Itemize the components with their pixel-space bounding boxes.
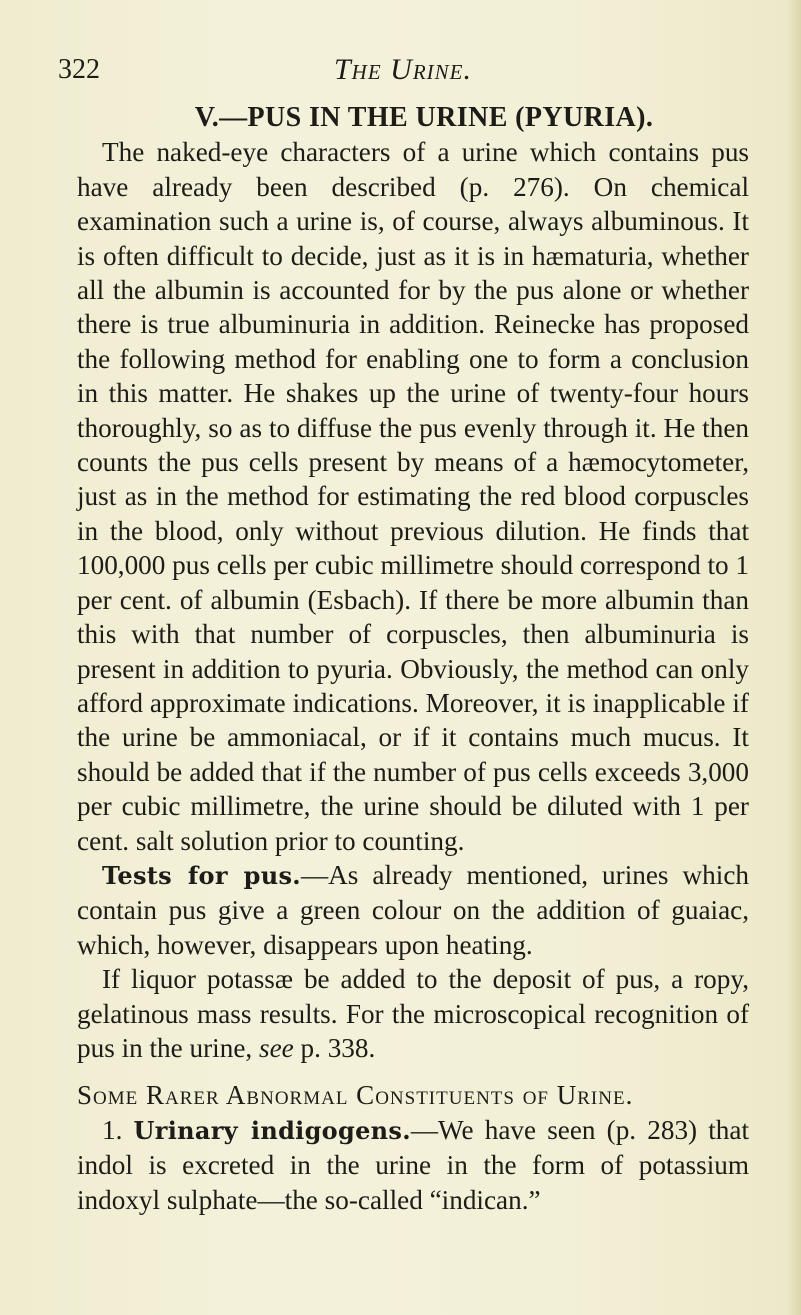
subsection-heading: Some Rarer Abnormal Constituents of Urine. xyxy=(77,1080,634,1111)
tests-lead: Tests for pus. xyxy=(102,860,301,890)
running-title: The Urine. xyxy=(334,53,472,86)
tests-paragraph xyxy=(77,858,749,962)
item-text: —We have seen (p. 283) that indol is excreted in the urine in the form of potassium indoxyl sulphate—the so-called “indican.” xyxy=(77,1114,749,1215)
item-lead: Urinary indigogens. xyxy=(133,1115,411,1145)
page-number: 322 xyxy=(58,54,100,85)
paragraph: The naked-eye characters of a urine which contains pus have already been described (p. 276). On chemical examination such a urine is, of course, always albuminous. It is often difficult to decide, just as it is in hæmaturia, whether all the albumin is accounted for by the pus alone or whether there is true albuminuria in addition. Reinecke has proposed the following method for enabling one to form a conclusion in this matter. He shakes up the urine of twenty-four hours thoroughly, so as to diffuse the pus evenly through it. He then counts the pus cells present by means of a hæmocytometer, just as in the method for estimating the red blood corpuscles in the blood, only without previous dilution. He finds that 100,000 pus cells per cubic millimetre should correspond to 1 per cent. of albumin (Esbach). If there be more albumin than this with that number of corpuscles, then albuminuria is present in addition to pyuria. Obviously, the method can only afford approximate indications. Moreover, it is inapplicable if the urine be ammoniacal, or if it contains much mucus. It should be added that if the number of pus cells exceeds 3,000 per cubic millimetre, the urine should be diluted with 1 per cent. salt solution prior to counting. xyxy=(77,137,750,856)
potassae-paragraph xyxy=(77,962,749,1065)
body-text xyxy=(77,101,749,1217)
potassae-tail: p. 338. xyxy=(293,1032,376,1063)
section-heading: V.—PUS IN THE URINE (PYURIA). xyxy=(194,102,654,133)
running-head xyxy=(58,50,748,90)
see-italic: see xyxy=(258,1032,294,1063)
potassae-text: If liquor potassæ be added to the deposit of pus, a ropy, gelatinous mass results. For the microscopical recognition of pus in the urine, xyxy=(77,964,749,1063)
tests-text: —As already mentioned, urines which contain pus give a green colour on the addition of guaiac, which, however, disappears upon heating. xyxy=(77,859,749,960)
page-edge-shadow xyxy=(787,0,801,1315)
item-number: 1. xyxy=(102,1114,123,1145)
item-paragraph xyxy=(77,1113,749,1217)
